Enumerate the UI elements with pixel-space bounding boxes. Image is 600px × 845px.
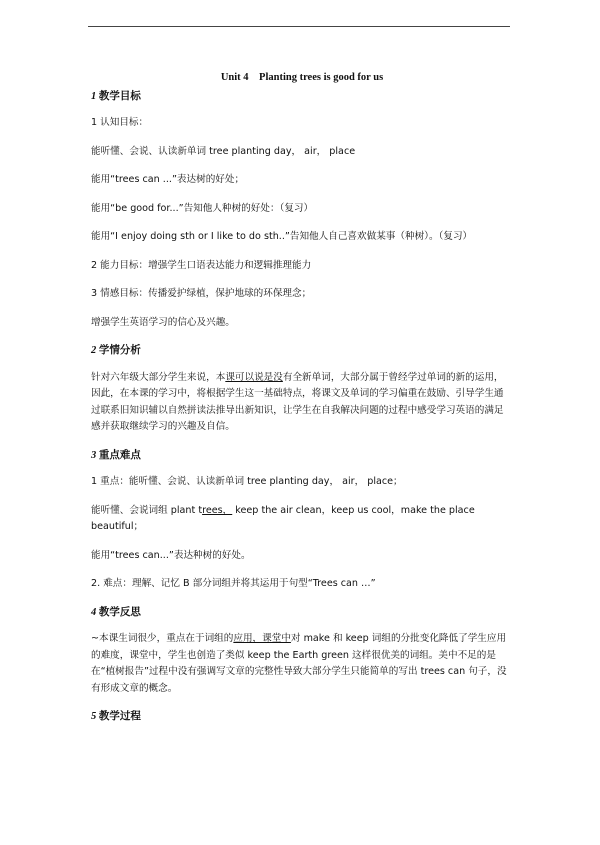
analysis-text-underlined: 课可以说是没 — [225, 371, 283, 383]
section-heading-3 — [91, 448, 513, 465]
key-point-2-rest: keep the air clean，keep us cool，make the place beautiful； — [91, 504, 475, 532]
cognitive-goal-line-2: 能用“trees can ...”表达树的好处； — [91, 174, 245, 185]
header-rule — [88, 26, 510, 27]
reflection-text-rest: 对 make 和 keep 词组的分批变化降低了学生应用的难度，课堂中，学生也创造了类似 keep the Earth green 这样很优美的词组。美中不足的是在“植树报告”过程中没有强调写文章的完整性导致大部分学生只能简单的写出 trees can 句子，没有形成文章的概念。 — [91, 633, 507, 694]
reflection-text-start: ~本课生词很少，重点在于词组的 — [91, 633, 234, 644]
key-point-2 — [91, 503, 513, 536]
section-heading-4 — [91, 605, 513, 622]
section-title-5: 教学过程 — [98, 711, 141, 722]
emotion-goal: 3 情感目标：传播爱护绿植，保护地球的环保理念； — [91, 288, 312, 299]
section-number-4: 4 — [91, 606, 97, 618]
cognitive-goal-line-4: 能用“I enjoy doing sth or I like to do sth..”告知他人自己喜欢做某事（种树）。（复习） — [91, 231, 473, 242]
cognitive-goal-label: 1 认知目标： — [91, 117, 149, 128]
analysis-text-start: 针对六年级大部分学生来说，本 — [91, 371, 226, 383]
reflection-paragraph — [91, 631, 513, 697]
difficulty-point: 2. 难点：理解、记忆 B 部分词组并将其运用于句型“Trees can …” — [91, 578, 376, 589]
analysis-text-rest: 有全新单词，大部分属于曾经学过单词的新的运用，因此，在本课的学习中，将根据学生这一基础特点，将课文及单词的学习偏重在鼓励、引导学生通过联系旧知识辅以自然拼读法推导出新知识，让学生在自我解决问题的过程中感受学习英语的满足感并获取继续学习的兴趣及自信。 — [91, 371, 504, 432]
section-number-1: 1 — [91, 90, 97, 102]
reflection-text-underlined: 应用，课堂中 — [233, 633, 291, 644]
document-body — [91, 70, 513, 726]
section-title-4: 教学反思 — [98, 606, 141, 618]
section-number-3: 3 — [91, 449, 97, 461]
section-heading-2 — [91, 343, 513, 360]
page-title: Unit 4 Planting trees is good for us — [220, 72, 384, 83]
key-point-1: 1 重点：能听懂、会说、认读新单词 tree planting day， air， place； — [91, 476, 403, 487]
key-point-2-start: 能听懂、会说词组 plant t — [91, 504, 203, 516]
section-title-2: 学情分析 — [98, 345, 141, 356]
cognitive-goal-line-3: 能用“be good for...”告知他人种树的好处：（复习） — [91, 202, 314, 214]
confidence-goal: 增强学生英语学习的信心及兴趣。 — [91, 316, 235, 328]
key-point-2-underlined: rees， — [202, 504, 233, 516]
section-heading-1 — [91, 89, 513, 106]
section-title-3: 重点难点 — [98, 449, 141, 461]
section-number-5: 5 — [91, 711, 97, 722]
section-number-2: 2 — [91, 345, 97, 356]
section-title-1: 教学目标 — [98, 90, 141, 102]
cognitive-goal-line-1: 能听懂、会说、认读新单词 tree planting day， air， place — [91, 145, 356, 157]
ability-goal: 2 能力目标：增强学生口语表达能力和逻辑推理能力 — [91, 259, 312, 271]
section-heading-5 — [91, 709, 513, 726]
analysis-paragraph — [91, 370, 513, 436]
key-point-3: 能用“trees can...”表达种树的好处。 — [91, 549, 251, 561]
